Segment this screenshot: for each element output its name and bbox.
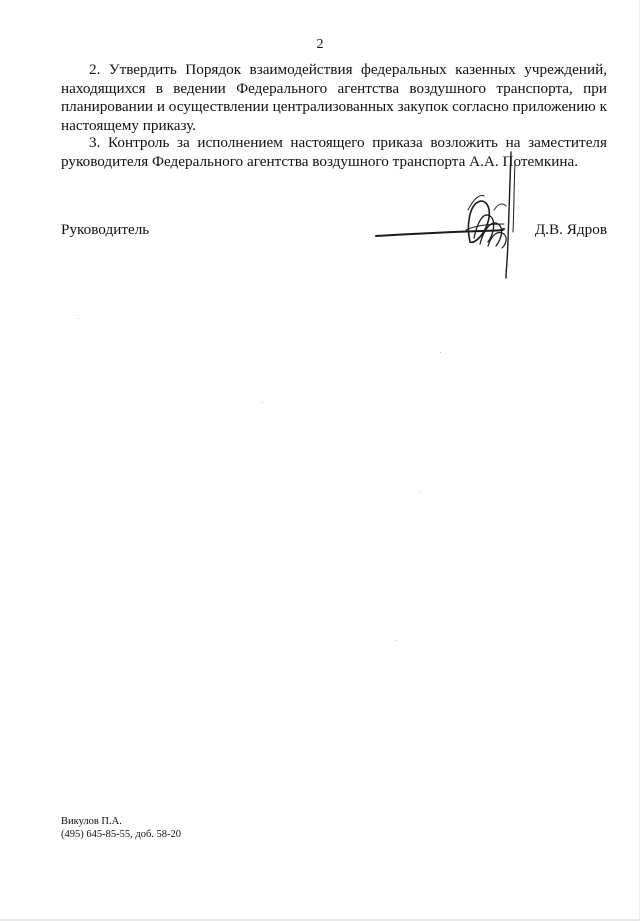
handwritten-signature-icon [370,150,530,280]
scan-speck [440,352,441,353]
scan-speck [262,402,263,403]
signer-position: Руководитель [61,221,150,238]
paragraph-item-3: 3. Контроль за исполнением настоящего приказа возложить на заместителя руководителя Федерального агентства воздушного транспорта А.А. Потемкина. [61,134,607,170]
executor-phone: (495) 645-85-55, доб. 58-20 [61,829,182,840]
scan-speck [420,492,421,493]
page-number: 2 [316,37,324,52]
paragraph-item-2: 2. Утвердить Порядок взаимодействия федеральных казенных учреждений, находящихся в ведении Федерального агентства воздушного транспорта, при планировании и осуществлении централизованных закупок согласно приложению к настоящему приказу. [61,61,607,134]
scan-speck [396,640,397,641]
signer-name: Д.В. Ядров [534,221,607,238]
scan-speck [78,318,79,319]
executor-name: Викулов П.А. [61,816,122,827]
executor-info [61,815,181,841]
signature-block [61,221,607,241]
